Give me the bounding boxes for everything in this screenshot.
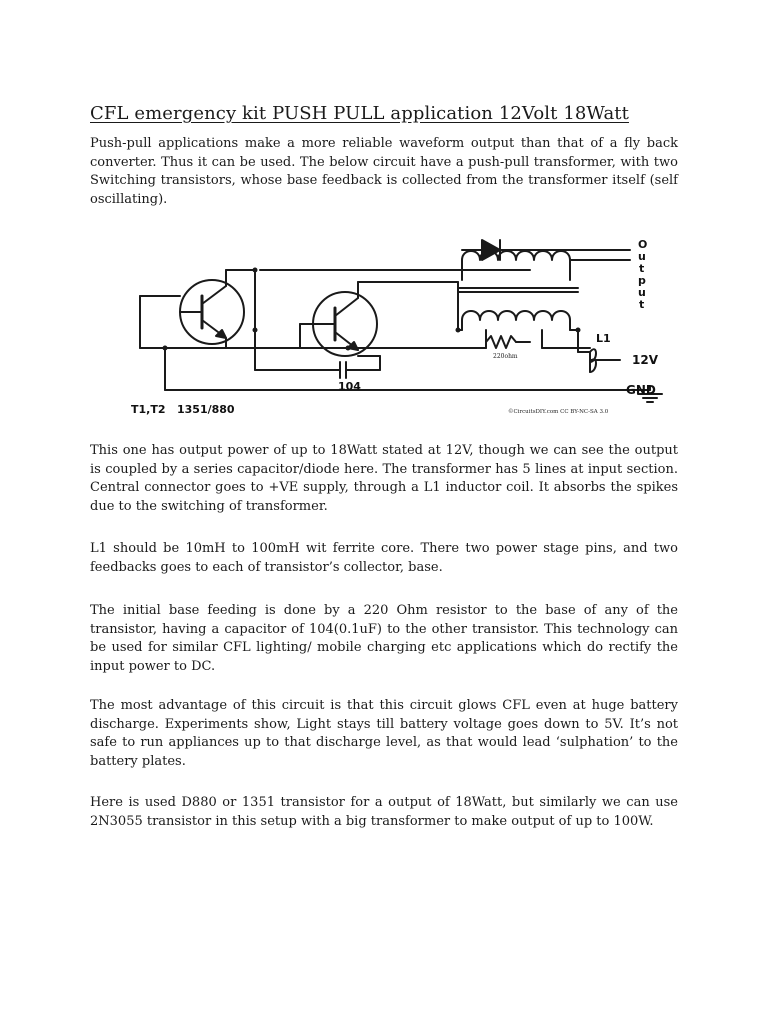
output-letter-0: O (638, 238, 648, 251)
supply-voltage-label: 12V (632, 353, 658, 367)
output-letter-1: u (638, 250, 646, 263)
paragraph-base-feeding: The initial base feeding is done by a 220 Ohm resistor to the base of any of the transistor, having a capacitor of 104(0.1uF) to the other transistor. This technology can be used for similar CFL lighting/ mobile charging etc applications which do rectify the input power to DC. (90, 603, 678, 674)
circuit-diagram (90, 230, 680, 420)
output-letter-4: u (638, 286, 646, 299)
paragraph-inductor: L1 should be 10mH to 100mH wit ferrite core. There two power stage pins, and two feedbacks goes to each of transistor’s collector, base. (90, 541, 678, 575)
ground-label: GND (626, 383, 656, 397)
paragraph-transistor-choice: Here is used D880 or 1351 transistor for a output of 18Watt, but similarly we can use 2N3055 transistor in this setup with a big transformer to make output of up to 100W. (90, 795, 678, 829)
output-letter-5: t (639, 298, 645, 311)
resistor-label: 220ohm (493, 353, 518, 360)
credit-line: ©CircuitsDIY.com CC BY-NC-SA 3.0 (508, 409, 609, 415)
document-title: CFL emergency kit PUSH PULL application 12Volt 18Watt (90, 103, 629, 124)
transistor-label: T1,T2 1351/880 (131, 403, 235, 416)
paragraph-output-power: This one has output power of up to 18Watt stated at 12V, though we can see the output is coupled by a series capacitor/diode here. The transformer has 5 lines at input section. Central connector goes to +VE supply, through a L1 inductor coil. It absorbs the spikes due to the switching of transformer. (90, 443, 678, 514)
output-letter-3: p (638, 274, 646, 287)
capacitor-label: 104 (338, 380, 361, 393)
inductor-label: L1 (596, 332, 611, 345)
paragraph-advantage: The most advantage of this circuit is that this circuit glows CFL even at huge battery discharge. Experiments show, Light stays till battery voltage goes down to 5V. It’s not safe to run appliances up to that discharge level, as that would lead ‘sulphation’ to the battery plates. (90, 698, 678, 769)
circuit-svg (90, 230, 680, 420)
paragraph-intro: Push-pull applications make a more reliable waveform output than that of a fly back converter. Thus it can be used. The below circuit have a push-pull transformer, with two Switching transistors, whose base feedback is collected from the transformer itself (self oscillating). (90, 136, 678, 207)
output-letter-2: t (639, 262, 645, 275)
